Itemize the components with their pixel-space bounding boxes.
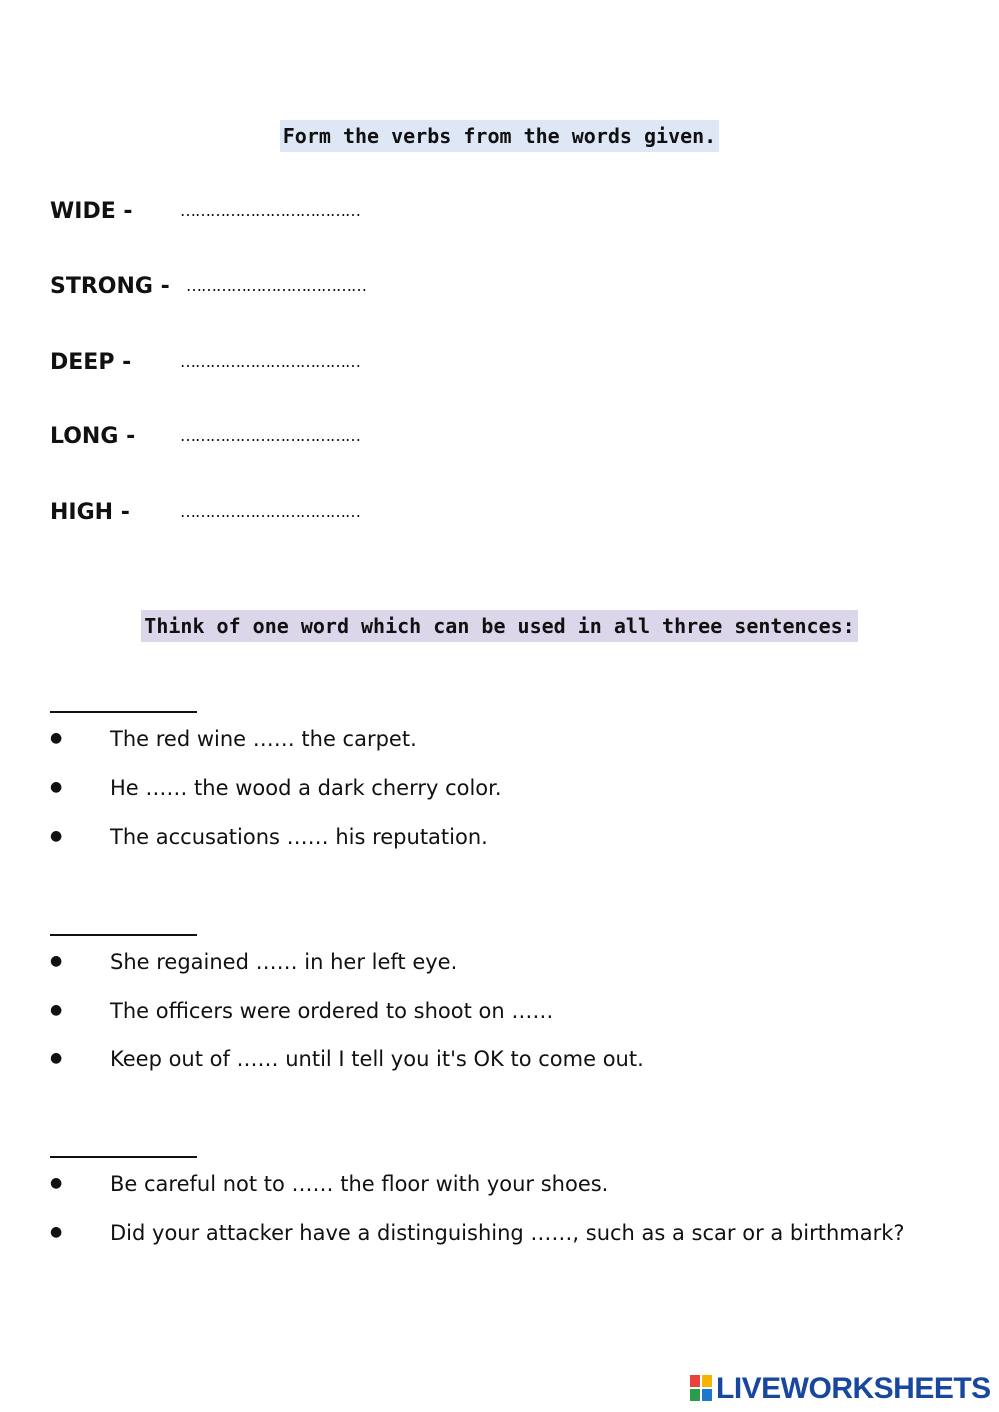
bullet-icon: ● [50, 1175, 63, 1191]
bullet-icon: ● [50, 730, 63, 746]
section-title-one-word-text: Think of one word which can be used in all three sentences: [141, 610, 857, 642]
group-answer-blank-1[interactable] [50, 711, 197, 713]
sentence-text: He …… the wood a dark cherry color. [110, 776, 502, 800]
sentence-text: The red wine …… the carpet. [110, 727, 417, 751]
sentence-text: The officers were ordered to shoot on …… [110, 999, 554, 1023]
logo-text: LIVEWORKSHEETS [716, 1372, 991, 1405]
verb-word: HIGH - [50, 500, 130, 525]
bullet-icon: ● [50, 1050, 63, 1066]
section-title-verbs [0, 124, 999, 148]
answer-blank[interactable]: ……………………………… [186, 276, 366, 295]
verb-word: DEEP - [50, 350, 132, 375]
verb-word: WIDE - [50, 199, 133, 224]
answer-blank[interactable]: ……………………………… [180, 426, 360, 445]
section-title-verbs-text: Form the verbs from the words given. [280, 120, 719, 152]
group-answer-blank-2[interactable] [50, 934, 197, 936]
bullet-icon: ● [50, 828, 63, 844]
bullet-icon: ● [50, 953, 63, 969]
section-title-one-word [0, 614, 999, 638]
verb-word: LONG - [50, 424, 136, 449]
sentence-text: Keep out of …… until I tell you it's OK to come out. [110, 1047, 644, 1071]
live-blocks-icon [690, 1375, 714, 1401]
answer-blank[interactable]: ……………………………… [180, 201, 360, 220]
answer-blank[interactable]: ……………………………… [180, 352, 360, 371]
bullet-icon: ● [50, 779, 63, 795]
answer-blank[interactable]: ……………………………… [180, 502, 360, 521]
sentence-text: She regained …… in her left eye. [110, 950, 458, 974]
sentence-text: Did your attacker have a distinguishing ……, such as a scar or a birthmark? [110, 1221, 905, 1245]
sentence-text: Be careful not to …… the floor with your shoes. [110, 1172, 609, 1196]
bullet-icon: ● [50, 1002, 63, 1018]
bullet-icon: ● [50, 1224, 63, 1240]
group-answer-blank-3[interactable] [50, 1156, 197, 1158]
verb-word: STRONG - [50, 274, 170, 299]
sentence-text: The accusations …… his reputation. [110, 825, 488, 849]
